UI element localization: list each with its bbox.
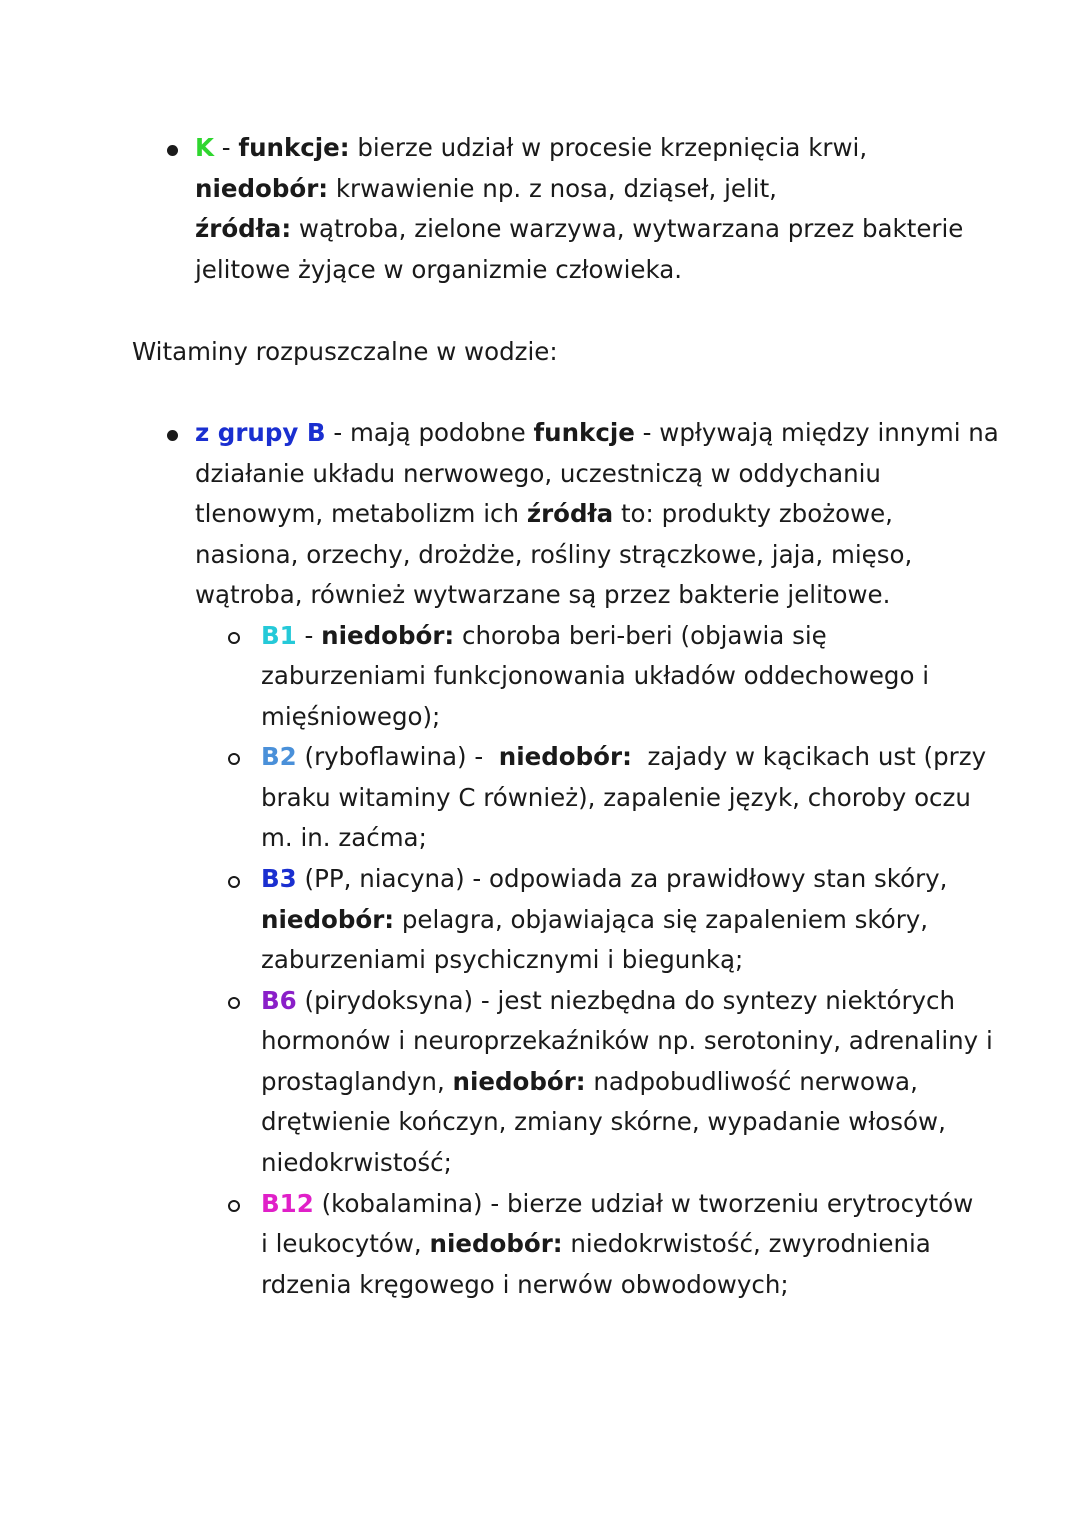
bullet-circle-icon xyxy=(228,876,240,888)
b1-line-3: mięśniowego); xyxy=(261,702,441,731)
zrodla-label: źródła: xyxy=(195,214,292,243)
b3-line-3: zaburzeniami psychicznymi i biegunką; xyxy=(261,945,744,974)
zrodla-text: wątroba, zielone warzywa, wytwarzana przez bakterie xyxy=(291,214,964,243)
b-group-line-3 xyxy=(195,499,893,528)
b-group-line-5: wątroba, również wytwarzane są przez bakterie jelitowe. xyxy=(195,580,891,609)
separator: - xyxy=(214,133,239,162)
b1-text: choroba beri-beri (objawia się xyxy=(454,621,827,650)
b1-line-1 xyxy=(261,621,827,650)
zrodla-label: źródła xyxy=(526,499,614,528)
b12-text: i leukocytów, xyxy=(261,1229,430,1258)
b-group-text: - mają podobne xyxy=(325,418,534,447)
b-group-line-2: działanie układu nerwowego, uczestniczą w oddychaniu xyxy=(195,459,881,488)
b6-text: (pirydoksyna) - jest niezbędna do syntezy niektórych xyxy=(296,986,956,1015)
niedobor-text: krwawienie np. z nosa, dziąseł, jelit, xyxy=(328,174,777,203)
b2-text: (ryboflawina) - xyxy=(296,742,499,771)
niedobor-label: niedobór: xyxy=(498,742,632,771)
b1-text: - xyxy=(296,621,322,650)
b1-label: B1 xyxy=(261,621,297,650)
b2-line-2: braku witaminy C również), zapalenie język, choroby oczu xyxy=(261,783,971,812)
b3-label: B3 xyxy=(261,864,297,893)
b-group-text: to: produkty zbożowe, xyxy=(613,499,893,528)
bullet-disc-icon xyxy=(167,430,178,441)
section-heading: Witaminy rozpuszczalne w wodzie: xyxy=(132,337,558,366)
b-group-label: z grupy B xyxy=(195,418,326,447)
b12-label: B12 xyxy=(261,1189,314,1218)
b6-text: prostaglandyn, xyxy=(261,1067,453,1096)
b-group-line-1 xyxy=(195,418,999,447)
b6-label: B6 xyxy=(261,986,297,1015)
funkcje-label: funkcje: xyxy=(238,133,350,162)
b2-text: zajady w kącikach ust (przy xyxy=(631,742,987,771)
b2-line-1 xyxy=(261,742,986,771)
b12-line-2 xyxy=(261,1229,931,1258)
b6-line-2: hormonów i neuroprzekaźników np. serotoniny, adrenaliny i xyxy=(261,1026,993,1055)
b-group-text: - wpływają między innymi na xyxy=(634,418,999,447)
bullet-disc-icon xyxy=(167,145,178,156)
vitamin-k-line-2 xyxy=(195,174,777,203)
vitamin-k-line-1 xyxy=(195,133,867,162)
vitamin-k-label: K xyxy=(195,133,214,162)
niedobor-label: niedobór: xyxy=(195,174,329,203)
niedobor-label: niedobór: xyxy=(321,621,455,650)
b-group-text: tlenowym, metabolizm ich xyxy=(195,499,527,528)
b3-text: pelagra, objawiająca się zapaleniem skóry, xyxy=(394,905,929,934)
niedobor-label: niedobór: xyxy=(429,1229,563,1258)
b6-line-4: drętwienie kończyn, zmiany skórne, wypadanie włosów, xyxy=(261,1107,946,1136)
b12-text: niedokrwistość, zwyrodnienia xyxy=(562,1229,931,1258)
bullet-circle-icon xyxy=(228,1200,240,1212)
funkcje-text: bierze udział w procesie krzepnięcia krwi, xyxy=(349,133,868,162)
bullet-circle-icon xyxy=(228,632,240,644)
b3-text: (PP, niacyna) - odpowiada za prawidłowy stan skóry, xyxy=(296,864,948,893)
b1-line-2: zaburzeniami funkcjonowania układów oddechowego i xyxy=(261,661,930,690)
niedobor-label: niedobór: xyxy=(261,905,395,934)
b12-text: (kobalamina) - bierze udział w tworzeniu erytrocytów xyxy=(313,1189,974,1218)
bullet-circle-icon xyxy=(228,753,240,765)
b6-line-5: niedokrwistość; xyxy=(261,1148,452,1177)
b3-line-2 xyxy=(261,905,928,934)
niedobor-label: niedobór: xyxy=(452,1067,586,1096)
b6-line-3 xyxy=(261,1067,918,1096)
b6-line-1 xyxy=(261,986,955,1015)
vitamin-k-line-4: jelitowe żyjące w organizmie człowieka. xyxy=(195,255,683,284)
b12-line-3: rdzenia kręgowego i nerwów obwodowych; xyxy=(261,1270,789,1299)
funkcje-label: funkcje xyxy=(533,418,635,447)
b6-text: nadpobudliwość nerwowa, xyxy=(585,1067,918,1096)
b2-label: B2 xyxy=(261,742,297,771)
b12-line-1 xyxy=(261,1189,973,1218)
b2-line-3: m. in. zaćma; xyxy=(261,823,427,852)
vitamin-k-line-3 xyxy=(195,214,963,243)
bullet-circle-icon xyxy=(228,997,240,1009)
b-group-line-4: nasiona, orzechy, drożdże, rośliny strączkowe, jaja, mięso, xyxy=(195,540,913,569)
b3-line-1 xyxy=(261,864,947,893)
